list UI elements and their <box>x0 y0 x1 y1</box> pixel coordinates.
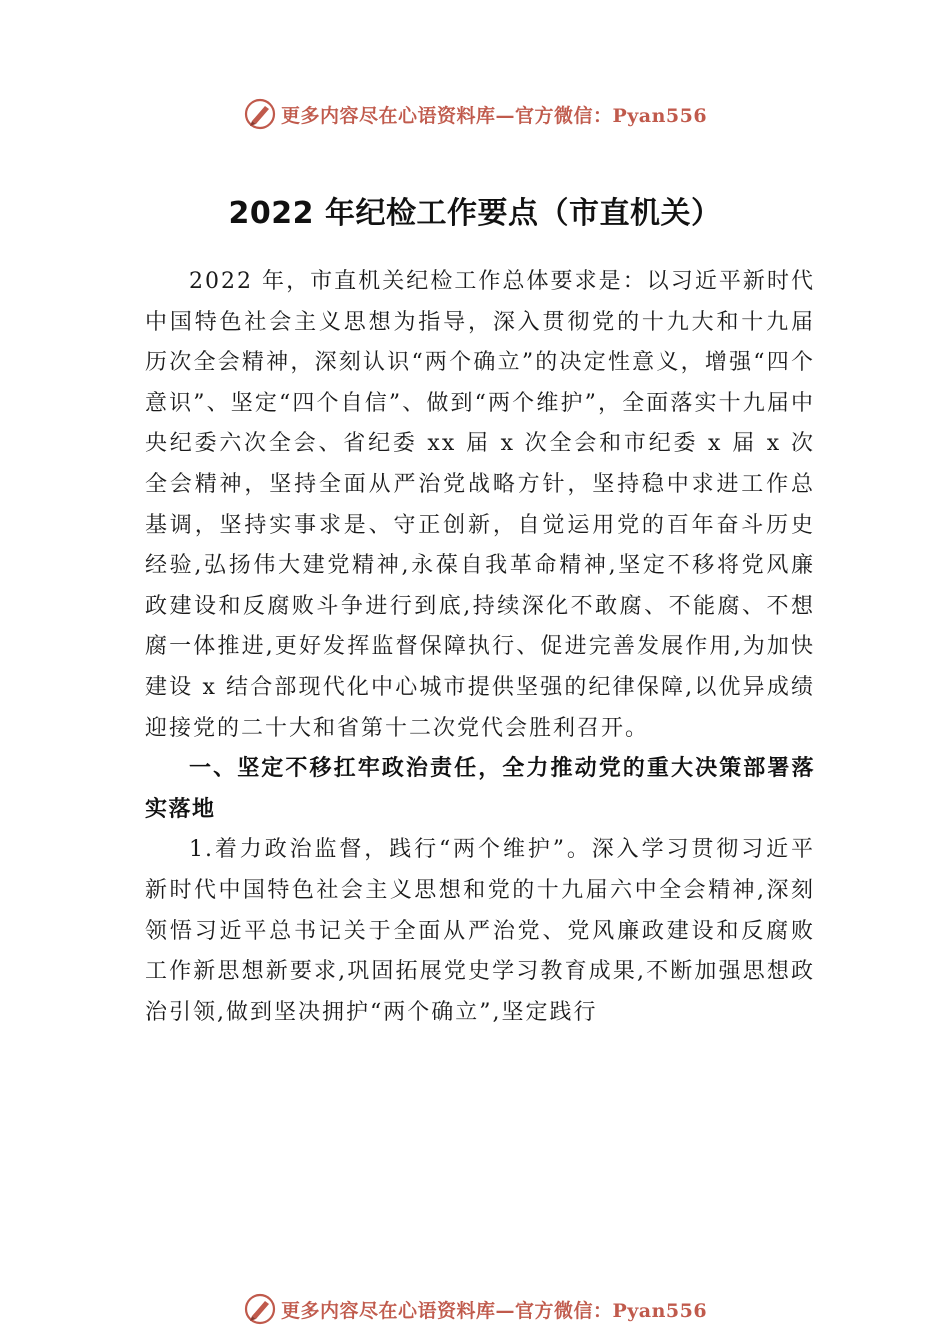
footer-banner <box>0 1289 950 1329</box>
document-title: 2022 年纪检工作要点（市直机关） <box>228 196 722 231</box>
section-paragraph: 1.着力政治监督，践行“两个维护”。深入学习贯彻习近平新时代中国特色社会主义思想和党的十九届六中全会精神,深刻领悟习近平总书记关于全面从严治党、党风廉政建设和反腐败工作新思想新要求,巩固拓展党史学习教育成果,不断加强思想政治引领,做到坚决拥护“两个确立”,坚定践行 <box>145 837 815 1025</box>
pen-logo-icon <box>243 97 277 131</box>
pen-logo-icon <box>243 1292 277 1326</box>
section-heading: 一、坚定不移扛牢政治责任，全力推动党的重大决策部署落实落地 <box>145 756 815 822</box>
header-banner <box>0 94 950 134</box>
document-body <box>145 262 815 1033</box>
footer-banner-text: 更多内容尽在心语资料库—官方微信：Pyan556 <box>280 1299 708 1322</box>
header-banner-text: 更多内容尽在心语资料库—官方微信：Pyan556 <box>280 104 708 127</box>
intro-paragraph: 2022 年，市直机关纪检工作总体要求是：以习近平新时代中国特色社会主义思想为指导，深入贯彻党的十九大和十九届历次全会精神，深刻认识“两个确立”的决定性意义，增强“四个意识”、坚定“四个自信”、做到“两个维护”，全面落实十九届中央纪委六次全会、省纪委 xx 届 x 次全会和市纪委 x 届 x 次全会精神，坚持全面从严治党战略方针，坚持稳中求进工作总基调，坚持实事求是、守正创新，自觉运用党的百年奋斗历史经验,弘扬伟大建党精神,永葆自我革命精神,坚定不移将党风廉政建设和反腐败斗争进行到底,持续深化不敢腐、不能腐、不想腐一体推进,更好发挥监督保障执行、促进完善发展作用,为加快建设 x 结合部现代化中心城市提供坚强的纪律保障,以优异成绩迎接党的二十大和省第十二次党代会胜利召开。 <box>145 269 815 741</box>
